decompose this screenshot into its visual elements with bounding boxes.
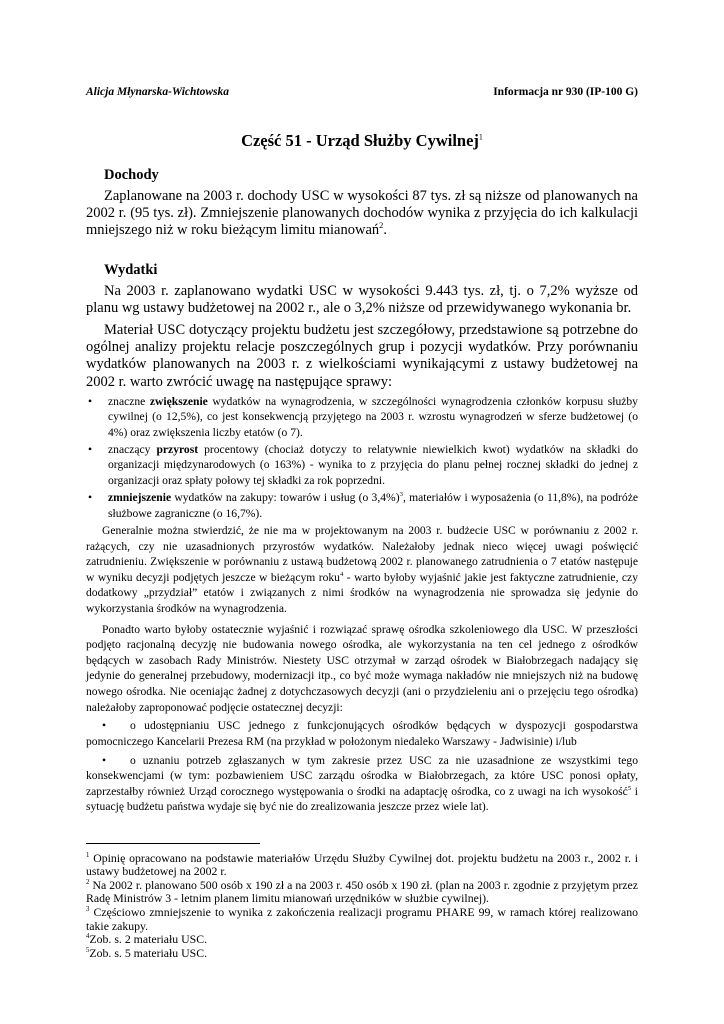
list-item-text: znaczne [108, 394, 150, 408]
footnote-ref: 5 [627, 784, 632, 792]
footnote-text: Częściowo zmniejszenie to wynika z zakończenia realizacji programu PHARE 99, w ramach której realizowano takie zakupy. [86, 905, 638, 933]
changes-list [86, 394, 638, 521]
document-number: Informacja nr 930 (IP-100 G) [493, 86, 638, 98]
wydatki-paragraph-3 [86, 523, 638, 617]
section-heading-dochody: Dochody [104, 167, 159, 183]
paragraph-text: Generalnie można stwierdzić, że nie ma w projektowanym na 2003 r. budżecie USC w porównaniu z 2002 r. rażących, czy nie uzasadnionych przyrostów wydatków. Należałoby jednak nieco więcej uwagi poświęcić zatrudnieniu. Zwiększenie w porównaniu z ustawą budżetową 2002 r. planowanego zatrudnienia o 7 etatów następuje w wyniku decyzji podjętych jeszcze w bieżącym roku [86, 524, 638, 584]
bullet-icon: • [88, 443, 93, 457]
wydatki-paragraph-1: Na 2003 r. zaplanowano wydatki USC w wysokości 9.443 tys. zł, tj. o 7,2% wyższe od planu wg ustawy budżetowej na 2002 r., ale o 3,2% niższe od przewidywanego wykonania br. [86, 282, 638, 316]
footnote [86, 879, 638, 906]
wydatki-paragraph-4: Ponadto warto byłoby ostatecznie wyjaśnić i rozwiązać sprawę ośrodka szkoleniowego dla USC. W przeszłości podjęto racjonalną decyzję nie budowania nowego ośrodka, ale wykorzystania na ten cel jednego z ośrodków będących w zasobach Rady Ministrów. Niestety USC otrzymał w zarząd ośrodek w Białobrzegach nadający się jedynie do generalnej przebudowy, modernizacji itp., co być może wymaga nakładów nie mniejszych niż na budowę nowego ośrodka. Nie oceniając żadnej z dotychczasowych decyzji (ani o przydzieleniu ani o przejęciu tego ośrodka) należałoby zaproponować podjęcie ostatecznej decyzji: [86, 622, 638, 714]
page-header [86, 86, 638, 102]
section-heading-wydatki: Wydatki [104, 261, 158, 278]
decision-list [86, 718, 638, 814]
footnote-ref: 1 [478, 132, 483, 142]
dochody-text: Zaplanowane na 2003 r. dochody USC w wysokości 87 tys. zł są niższe od planowanych na 2002 r. (95 tys. zł). Zmniejszenie planowanych dochodów wynika z przyjęcia do ich kalkulacji mniejszego niż w roku bieżącym limitu mianowań [86, 188, 638, 239]
footnote-ref: 4 [339, 571, 344, 578]
bullet-icon: • [102, 719, 107, 733]
dochody-text-end: . [383, 222, 387, 239]
footnote [86, 933, 638, 947]
paragraph-text: - warto byłoby wyjaśnić jakie jest faktyczne zatrudnienie, czy dodatkowy „przydział” etatów i związanych z nimi środków na wynagrodzenia nie sprowadza się jedynie do wykorzystania środków na wynagrodzenia. [86, 570, 639, 616]
list-item-text: i sytuację budżetu państwa wydaje się być nie do zrealizowania jeszcze przez wiele lat). [86, 784, 638, 814]
list-item-text: wydatków na wynagrodzenia, w szczególności wynagrodzenia członków korpusu służby cywilnej (o 12,5%), co jest konsekwencją przyjętego na 2003 r. wzrostu wynagrodzeń w sferze budżetowej (o 4%) oraz zwiększenia liczby etatów (o 7). [108, 394, 638, 439]
footnote-text: Na 2002 r. planowano 500 osób x 190 zł a na 2003 r. 450 osób x 190 zł. (plan na 2003 r. zgodnie z przyjętym przez Radę Ministrów 3 - letnim planem limitu mianowań urzędników w służbie cywilnej). [86, 877, 638, 906]
footnote [86, 852, 638, 879]
footnote-number: 2 [86, 878, 90, 886]
wydatki-paragraph-2: Materiał USC dotyczący projektu budżetu jest szczegółowy, przedstawione są potrzebne do ogólnej analizy projektu relacje poszczególnych grup i pozycji wydatków. Przy porównaniu wydatków planowanych na 2003 r. z wielkościami wynikającymi z ustawy budżetowej na 2002 r. warto zwrócić uwagę na następujące sprawy: [86, 322, 638, 390]
title-text: Część 51 - Urząd Służby Cywilnej [241, 131, 479, 150]
document-page [86, 86, 638, 960]
list-item [86, 442, 638, 488]
bullet-icon: • [88, 491, 93, 505]
list-item [86, 490, 638, 521]
footnote [86, 906, 638, 933]
author-name: Alicja Młynarska-Wichtowska [86, 86, 230, 98]
list-item-text: wydatków na zakupy: towarów i usług (o 3,4%) [171, 491, 400, 505]
list-item [86, 718, 638, 749]
bullet-icon: • [88, 394, 93, 408]
footnote-ref: 3 [399, 491, 403, 499]
footnote-text: Zob. s. 2 materiału USC. [89, 932, 208, 947]
page-title [86, 131, 638, 151]
footnotes [86, 852, 638, 961]
bullet-icon: • [102, 754, 107, 768]
footnote-number: 5 [86, 946, 90, 954]
dochody-paragraph [86, 188, 638, 240]
list-item-text: procentowy (chociaż dotyczy to relatywnie niewielkich kwot) wydatków na składki do organizacji międzynarodowych (o 163%) - wynika to z przyjęcia do planu pełnej rocznej składki do jednej z organizacji oraz spłaty połowy tej składki za rok poprzedni. [108, 443, 638, 487]
list-item-keyword: zwiększenie [149, 394, 208, 408]
list-item [86, 753, 638, 815]
footnote-separator [86, 843, 260, 844]
footnote-number: 3 [86, 906, 90, 914]
footnote-text: Opinię opracowano na podstawie materiałów Urzędu Służby Cywilnej dot. projektu budżetu na 2003 r., 2002 r. i ustawy budżetowej na 2002 r. [86, 850, 638, 879]
footnote [86, 947, 638, 961]
footnote-number: 4 [86, 933, 90, 941]
list-item-text: znaczący [108, 443, 157, 457]
list-item [86, 394, 638, 440]
footnote-number: 1 [86, 851, 90, 859]
list-item-text: o udostępnianiu USC jednego z funkcjonujących ośrodków będących w dyspozycji gospodarstwa pomocniczego Kancelarii Prezesa RM (na przykład w położonym niedaleko Warszawy - Jadwisinie) i/lub [86, 719, 638, 748]
list-item-keyword: zmniejszenie [108, 491, 172, 505]
footnote-text: Zob. s. 5 materiału USC. [89, 945, 208, 960]
list-item-text: o uznaniu potrzeb zgłaszanych w tym zakresie przez USC za nie uzasadnione ze wszystkimi tego konsekwencjami (w tym: pozbawieniem USC zarządu ośrodka w Białobrzegach, za które USC ponosi opłaty, zaprzestałby również Urząd corocznego występowania o środki na adaptację ośrodka, co z uwagi na ich wysokość [86, 754, 638, 798]
list-item-keyword: przyrost [156, 443, 199, 457]
list-item-text: , materiałów i wyposażenia (o 11,8%), na podróże służbowe zagraniczne (o 16,7%). [108, 491, 638, 520]
footnote-ref: 2 [379, 221, 384, 231]
